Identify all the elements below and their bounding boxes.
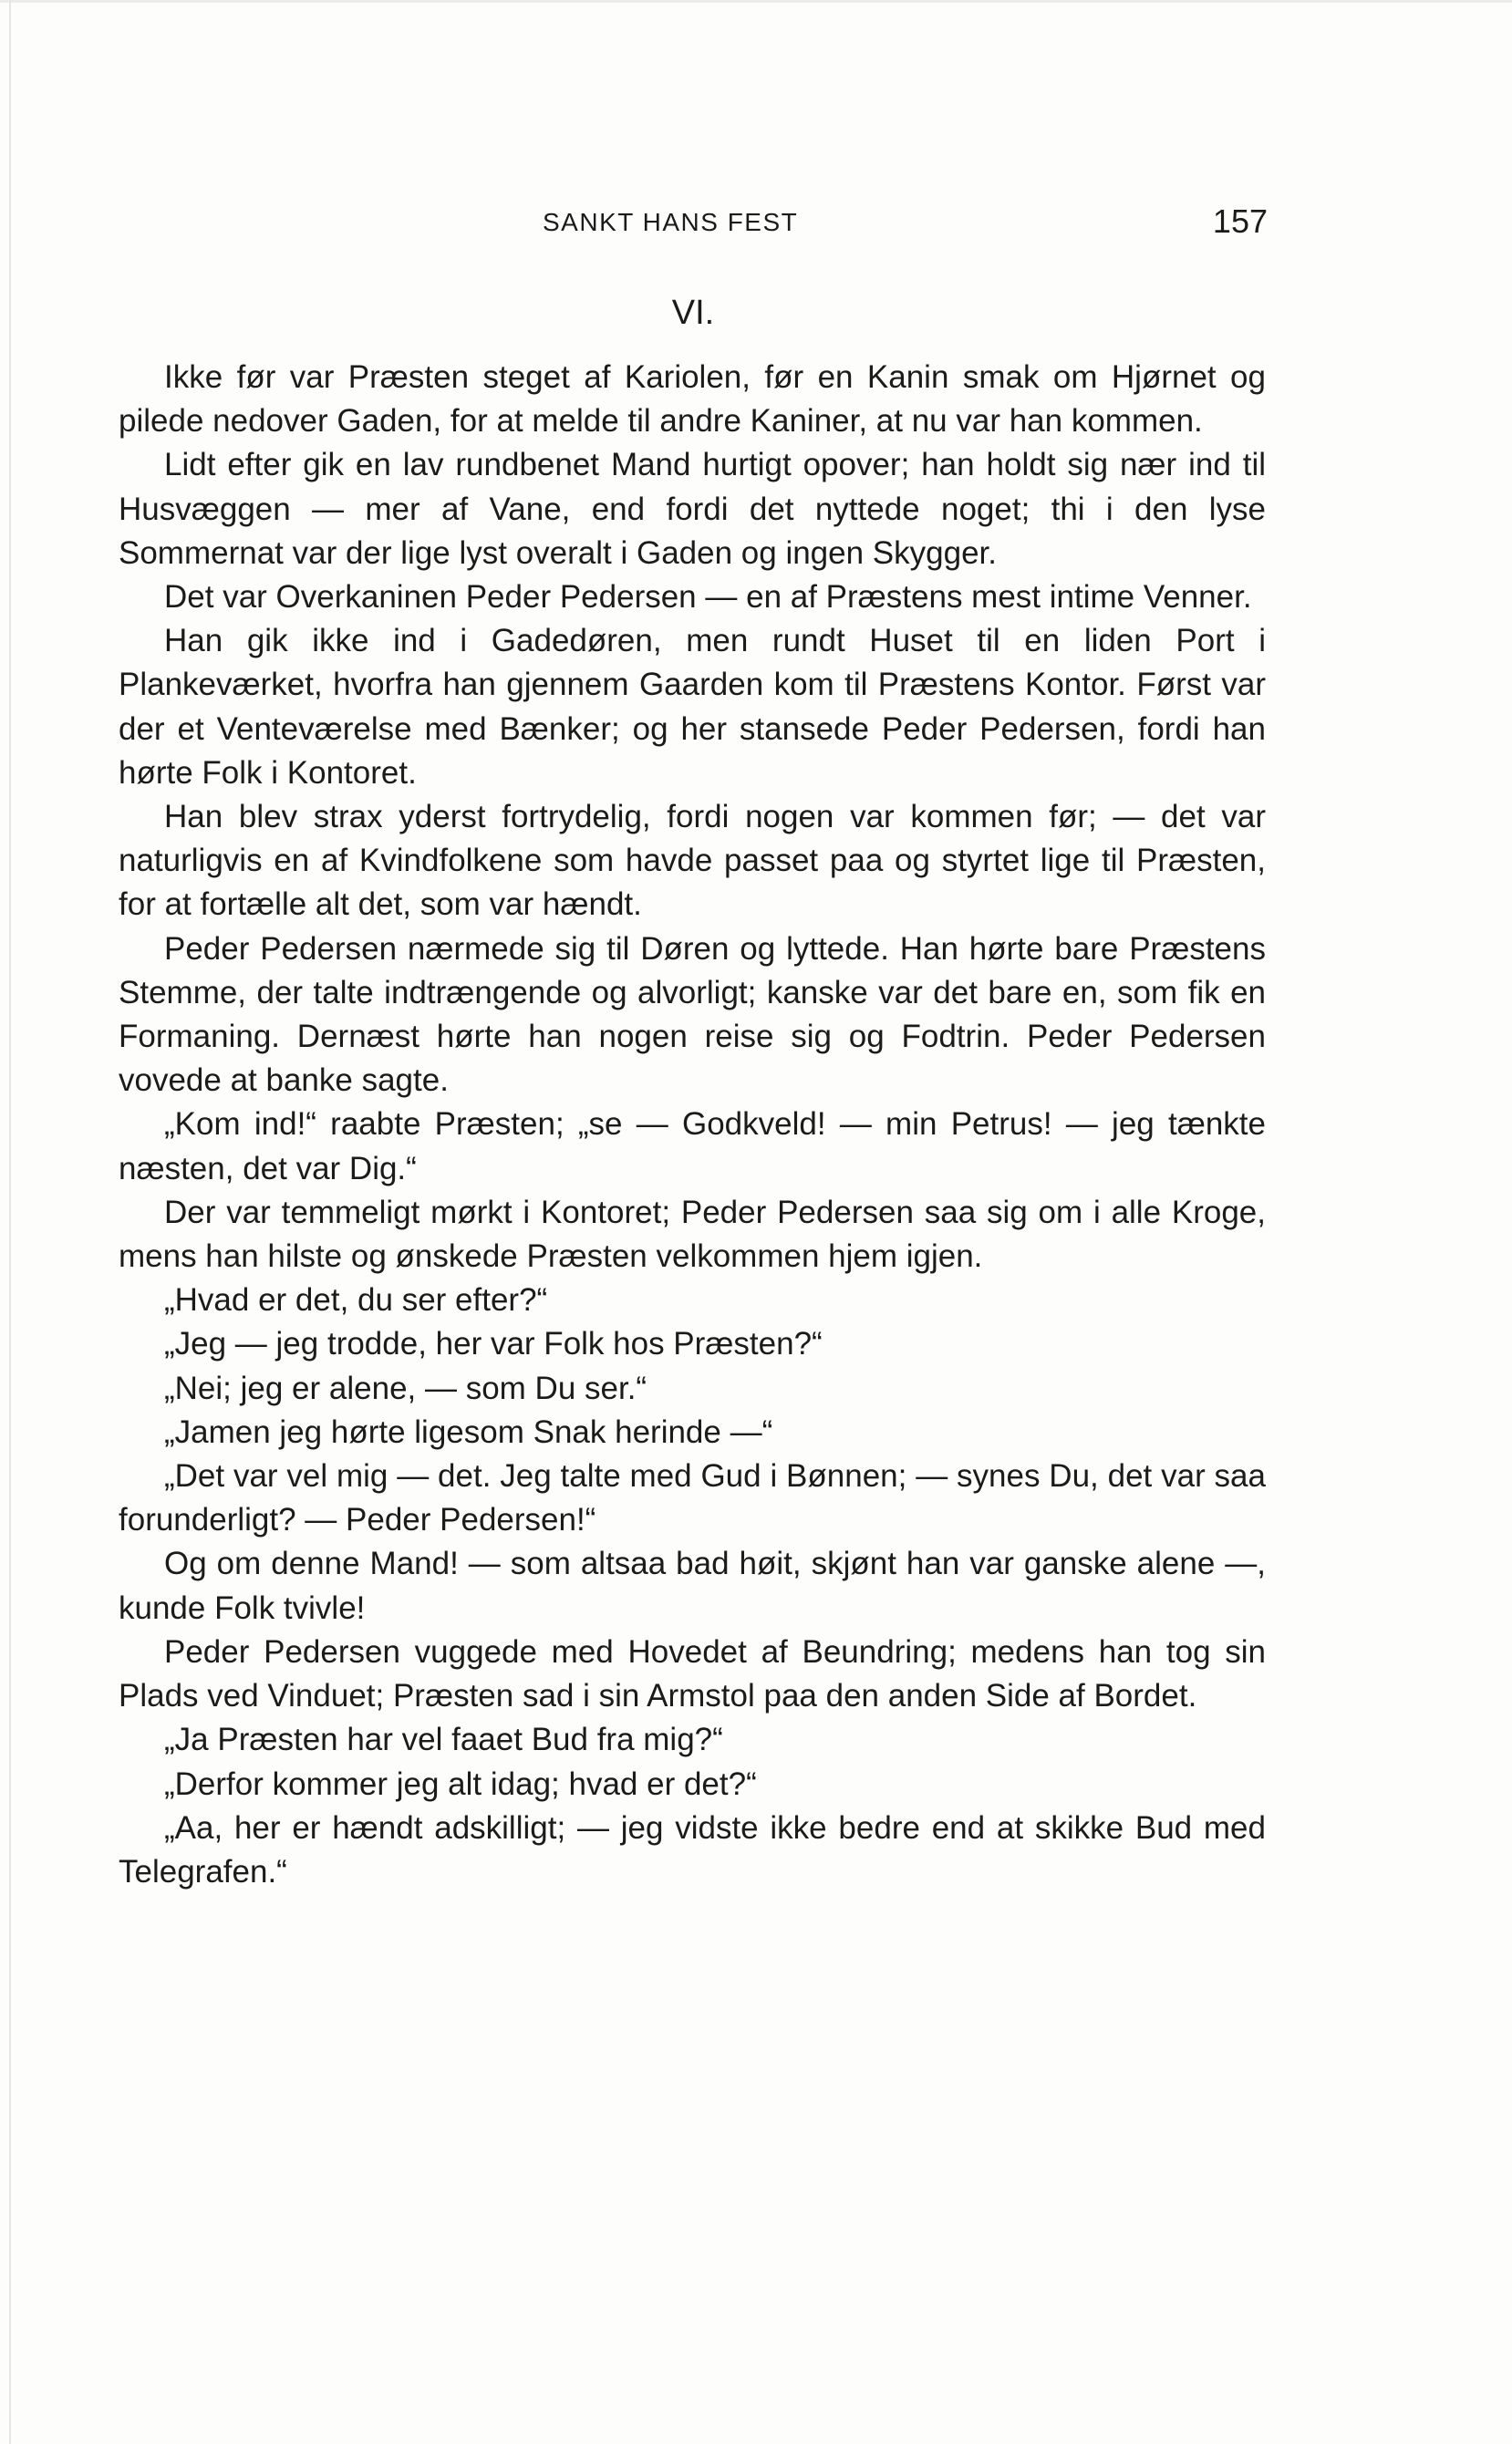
- paragraph: „Ja Præsten har vel faaet Bud fra mig?“: [164, 1722, 723, 1758]
- paragraph: Peder Pedersen vuggede med Hovedet af Beundring; medens han tog sin Plads ved Vinduet; Præsten sad i sin Armstol paa den anden Side af Bordet.: [119, 1633, 1266, 1714]
- paragraph: „Kom ind!“ raabte Præsten; „se — Godkveld! — min Petrus! — jeg tænkte næsten, det var Dig.“: [119, 1106, 1266, 1186]
- page-number: 157: [1212, 202, 1268, 240]
- paragraph: Og om denne Mand! — som altsaa bad høit, skjønt han var ganske alene —, kunde Folk tvivle!: [119, 1546, 1266, 1626]
- paragraph: Det var Overkaninen Peder Pedersen — en af Præstens mest intime Venner.: [164, 579, 1252, 616]
- paragraph: „Det var vel mig — det. Jeg talte med Gud i Bønnen; — synes Du, det var saa forunderligt? — Peder Pedersen!“: [119, 1458, 1266, 1538]
- paragraph: „Jamen jeg hørte ligesom Snak herinde —“: [164, 1414, 773, 1450]
- paragraph: „Nei; jeg er alene, — som Du ser.“: [164, 1370, 647, 1406]
- paragraph: Han gik ikke ind i Gadedøren, men rundt Huset til en liden Port i Plankeværket, hvorfra han gjennem Gaarden kom til Præstens Kontor. Først var der et Venteværelse med Bænker; og her stansede Peder Pedersen, fordi han hørte Folk i Kontoret.: [119, 623, 1266, 791]
- page-header: [119, 202, 1268, 248]
- body-text: [119, 356, 1266, 1894]
- running-title: SANKT HANS FEST: [543, 208, 799, 236]
- paragraph: „Hvad er det, du ser efter?“: [164, 1282, 548, 1319]
- paragraph: „Derfor kommer jeg alt idag; hvad er det?“: [164, 1766, 757, 1802]
- paragraph: „Aa, her er hændt adskilligt; — jeg vidste ikke bedre end at skikke Bud med Telegrafen.“: [119, 1809, 1266, 1890]
- paragraph: Der var temmeligt mørkt i Kontoret; Peder Pedersen saa sig om i alle Kroge, mens han hilste og ønskede Præsten velkommen hjem igjen.: [119, 1194, 1266, 1275]
- paragraph: Ikke før var Præsten steget af Kariolen, før en Kanin smak om Hjørnet og pilede nedover Gaden, for at melde til andre Kaniner, at nu var han kommen.: [119, 359, 1266, 440]
- paragraph: Han blev strax yderst fortrydelig, fordi nogen var kommen før; — det var naturligvis en af Kvindfolkene som havde passet paa og styrtet lige til Præsten, for at fortælle alt det, som var hændt.: [119, 799, 1266, 923]
- chapter-number: VI.: [671, 294, 715, 332]
- paragraph: „Jeg — jeg trodde, her var Folk hos Præsten?“: [164, 1326, 823, 1362]
- paragraph: Lidt efter gik en lav rundbenet Mand hurtigt opover; han holdt sig nær ind til Husvæggen — mer af Vane, end fordi det nyttede noget; thi i den lyse Sommernat var der lige lyst overalt i Gaden og ingen Skygger.: [119, 447, 1266, 571]
- page-left-edge: [9, 0, 11, 2444]
- page-top-edge: [0, 0, 1512, 3]
- paragraph: Peder Pedersen nærmede sig til Døren og lyttede. Han hørte bare Præstens Stemme, der talte indtrængende og alvorligt; kanske var det bare en, som fik en Formaning. Dernæst hørte han nogen reise sig og Fodtrin. Peder Pedersen vovede at banke sagte.: [119, 930, 1266, 1099]
